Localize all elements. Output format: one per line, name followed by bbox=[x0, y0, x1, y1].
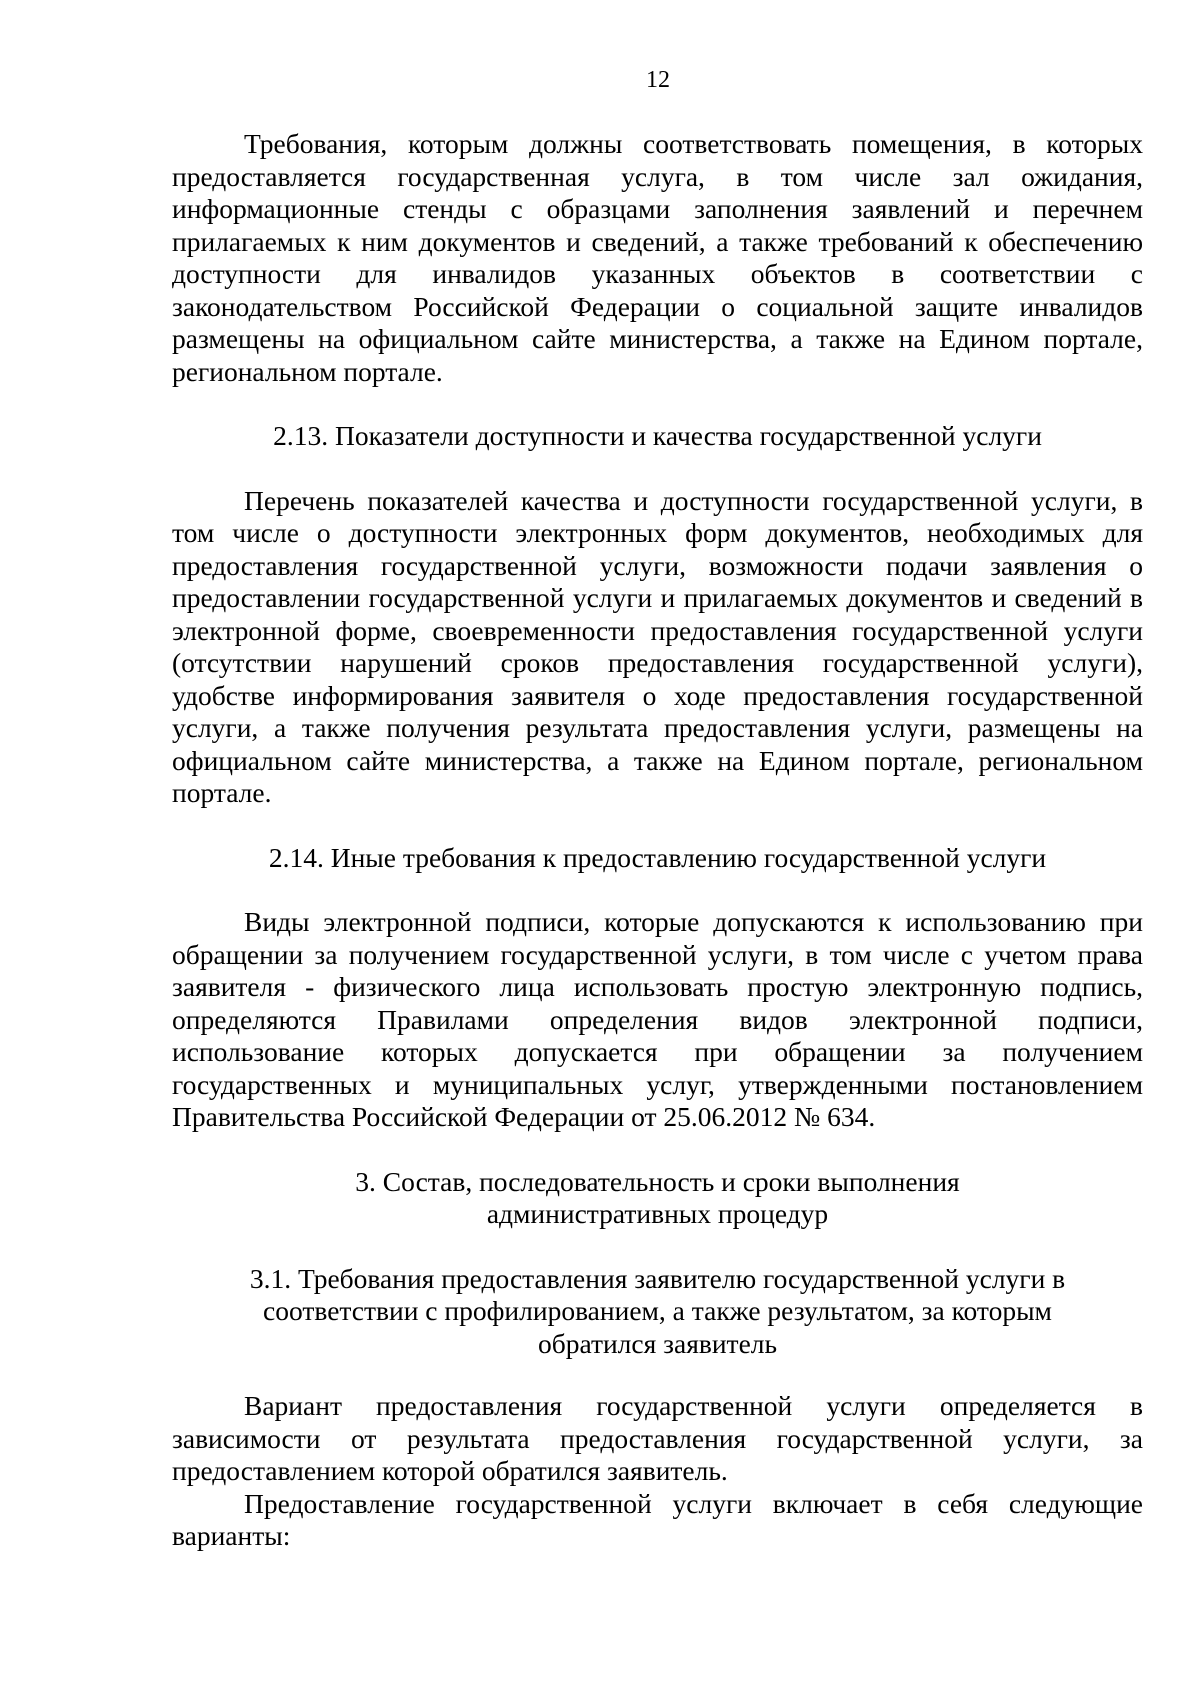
section-heading-3-1 bbox=[172, 1263, 1143, 1361]
includes-variants-paragraph: Предоставление государственной услуги включает в себя следующие варианты: bbox=[172, 1487, 1143, 1551]
page-number: 12 bbox=[646, 67, 670, 93]
variant-paragraph: Вариант предоставления государственной услуги определяется в зависимости от результата предоставления государственной услуги, за предоставлением которой обратился заявитель. bbox=[172, 1390, 1143, 1486]
section-heading-2-13: 2.13. Показатели доступности и качества государственной услуги bbox=[273, 420, 1042, 451]
document-body bbox=[172, 128, 1143, 1553]
quality-indicators-paragraph: Перечень показателей качества и доступности государственной услуги, в том числе о доступности электронных форм документов, необходимых для предоставления государственной услуги, возможности подачи заявления о предоставлении государственной услуги и прилагаемых документов и сведений в электронной форме, своевременности предоставления государственной услуги (отсутствии нарушений сроков предоставления государственной услуги), удобстве информирования заявителя о ходе предоставления государственной услуги, а также получения результата предоставления услуги, размещены на официальном сайте министерства, а также на Едином портале, региональном портале. bbox=[172, 484, 1143, 808]
section-heading-2-14: 2.14. Иные требования к предоставлению государственной услуги bbox=[268, 841, 1047, 873]
section-heading-3-line-2: административных процедур bbox=[486, 1198, 829, 1229]
premises-requirements-paragraph: Требования, которым должны соответствовать помещения, в которых предоставляется государственная услуга, в том числе зал ожидания, информационные стенды с образцами заполнения заявлений и перечнем прилагаемых к ним документов и сведений, а также требований к обеспечению доступности для инвалидов указанных объектов в соответствии с законодательством Российской Федерации о социальной защите инвалидов размещены на официальном сайте министерства, а также на Едином портале, региональном портале. bbox=[172, 128, 1143, 387]
section-heading-3-1-line-2: соответствии с профилированием, а также результатом, за которым bbox=[263, 1295, 1052, 1326]
electronic-signature-paragraph: Виды электронной подписи, которые допускаются к использованию при обращении за получением государственной услуги, в том числе с учетом права заявителя - физического лица использовать простую электронную подпись, определяются Правилами определения видов электронной подписи, использование которых допускается при обращении за получением государственных и муниципальных услуг, утвержденными постановлением Правительства Российской Федерации от 25.06.2012 № 634. bbox=[172, 906, 1143, 1132]
section-heading-3-1-line-3: обратился заявитель bbox=[537, 1327, 778, 1359]
section-heading-3 bbox=[172, 1166, 1143, 1231]
section-heading-3-line-1: 3. Состав, последовательность и сроки выполнения bbox=[355, 1165, 960, 1197]
section-heading-3-1-line-1: 3.1. Требования предоставления заявителю государственной услуги в bbox=[249, 1262, 1066, 1294]
